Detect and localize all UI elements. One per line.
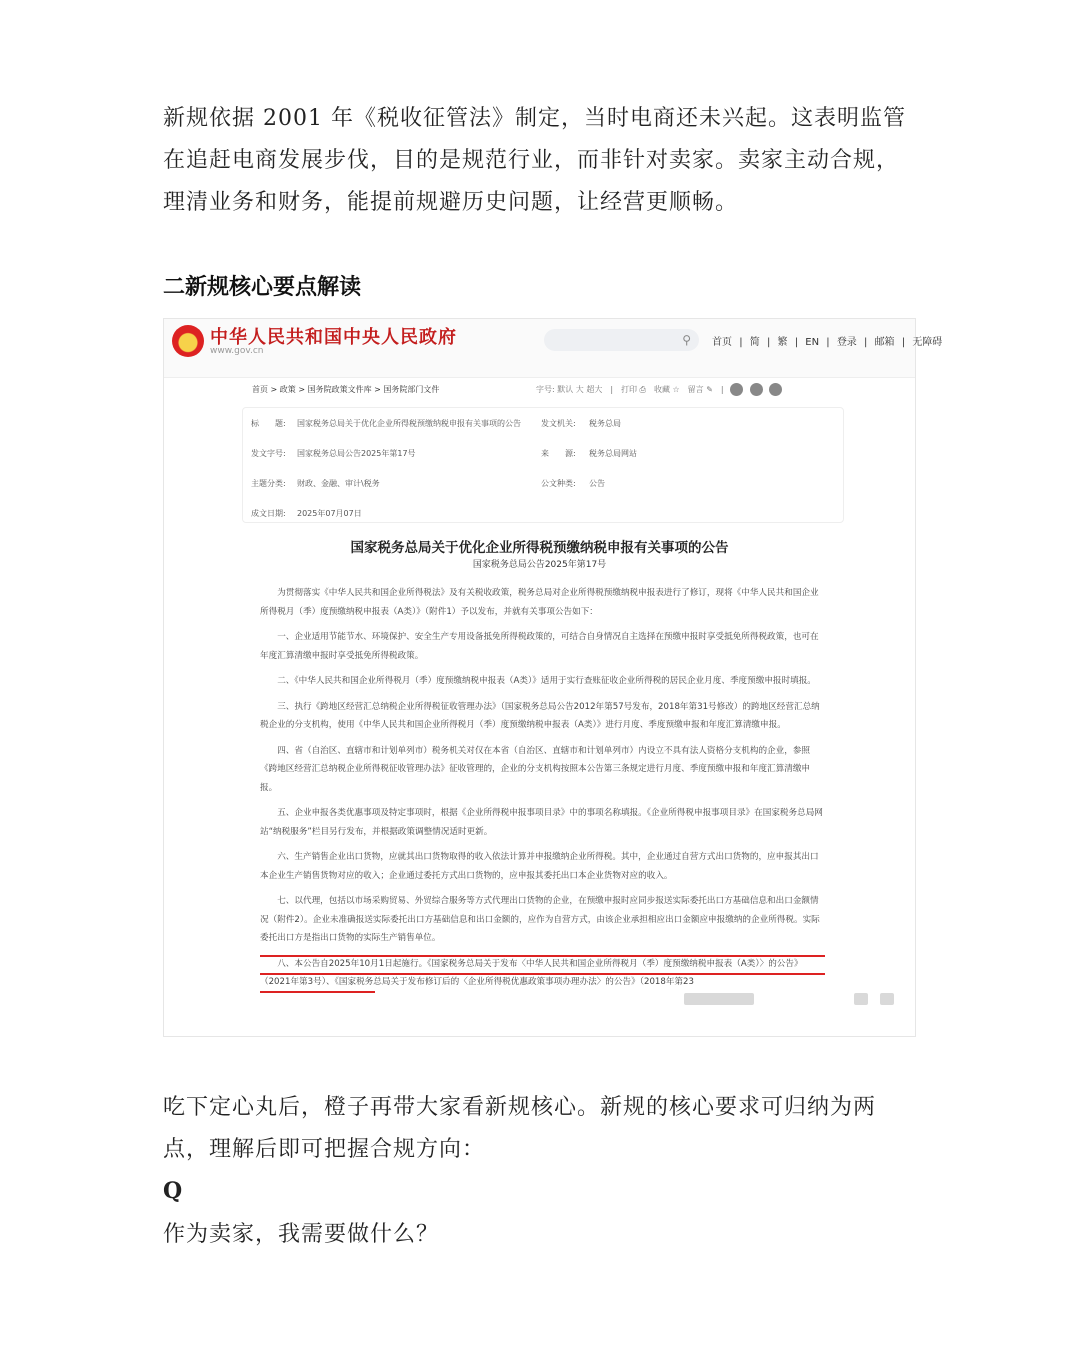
nav-traditional[interactable]: 繁 — [777, 337, 788, 348]
doc-paragraph: 为贯彻落实《中华人民共和国企业所得税法》及有关税收政策，税务总局对企业所得税预缴纳税申报表进行了修订，现将《中华人民共和国企业所得税月（季）度预缴纳税申报表（A类）》（附件1）予以发布，并就有关事项公告如下： — [260, 588, 819, 617]
nav-home[interactable]: 首页 — [712, 337, 732, 348]
nav-simplified[interactable]: 简 — [749, 337, 760, 348]
site-title: 中华人民共和国中央人民政府 — [210, 327, 457, 348]
highlight-underline — [260, 955, 825, 957]
doc-paragraph: 三、执行《跨地区经营汇总纳税企业所得税征收管理办法》（国家税务总局公告2012年第57号发布，2018年第31号修改）的跨地区经营汇总纳税企业的分支机构，使用《中华人民共和国企业所得税月（季）度预缴纳税申报表（A类）》进行月度、季度预缴申报和年度汇算清缴申报。 — [260, 701, 820, 730]
site-url: www.gov.cn — [210, 346, 264, 356]
weibo-share-icon[interactable] — [730, 383, 743, 396]
highlight-underline — [260, 991, 375, 993]
doc-paragraph: 二、《中华人民共和国企业所得税月（季）度预缴纳税申报表（A类）》适用于实行查账征收企业所得税的居民企业月度、季度预缴申报时填报。 — [277, 676, 816, 686]
meta-type-value: 公告 — [589, 479, 605, 488]
search-icon[interactable]: ⚲ — [682, 333, 691, 347]
blurred-region — [684, 993, 754, 1005]
meta-type-label: 公文种类: — [541, 479, 576, 488]
doc-paragraph-highlighted: 七、以代理，包括以市场采购贸易、外贸综合服务等方式代理出口货物的企业，在预缴申报时应同步报送实际委托出口方基础信息和出口金额情况（附件2）。企业未准确报送实际委托出口方基础信息和出口金额的，应作为自营方式，由该企业承担相应出口金额应申报缴纳的企业所得税。实际委托出口方是指出口货物的实际生产销售单位。 — [260, 896, 820, 943]
top-nav: 首页 | 简 | 繁 | EN | 登录 | 邮箱 | 无障碍 — [712, 337, 943, 348]
intro-paragraph: 新规依据 2001 年《税收征管法》制定，当时电商还未兴起。这表明监管在追赶电商发展步伐，目的是规范行业，而非针对卖家。卖家主动合规，理清业务和财务，能提前规避历史问题，让经营更顺畅。 — [163, 106, 906, 215]
doc-paragraph: 六、生产销售企业出口货物，应就其出口货物取得的收入依法计算并申报缴纳企业所得税。其中，企业通过自营方式出口货物的，应申报其出口本企业生产销售货物对应的收入；企业通过委托方式出口货物的，应申报其委托出口本企业货物对应的收入。 — [260, 852, 819, 881]
nav-mail[interactable]: 邮箱 — [874, 337, 895, 348]
document-title: 国家税务总局关于优化企业所得税预缴纳税申报有关事项的公告 — [350, 540, 729, 556]
nav-login[interactable]: 登录 — [836, 337, 857, 348]
search-input[interactable] — [544, 329, 699, 351]
embedded-screenshot — [163, 318, 943, 1037]
doc-paragraph: 一、企业适用节能节水、环境保护、安全生产专用设备抵免所得税政策的，可结合自身情况自主选择在预缴申报时享受抵免所得税政策，也可在年度汇算清缴申报时享受抵免所得税政策。 — [260, 632, 819, 661]
nav-english[interactable]: EN — [805, 337, 820, 348]
meta-title-value: 国家税务总局关于优化企业所得税预缴纳税申报有关事项的公告 — [297, 419, 521, 428]
document-meta-box — [242, 407, 844, 523]
meta-topic-value: 财政、金融、审计\税务 — [297, 479, 380, 488]
doc-paragraph: 五、企业申报各类优惠事项及特定事项时，根据《企业所得税申报事项目录》中的事项名称填报。《企业所得税申报事项目录》在国家税务总局网站“纳税服务”栏目另行发布，并根据政策调整情况适时更新。 — [260, 808, 823, 837]
gov-header — [164, 319, 943, 378]
meta-docno-label: 发文字号: — [251, 449, 286, 458]
doc-paragraph: 八、本公告自2025年10月1日起施行。《国家税务总局关于发布〈中华人民共和国企业所得税月（季）度预缴纳税申报表（A类）〉的公告》（2021年第3号）、《国家税务总局关于发布修订后的〈企业所得税优惠政策事项办理办法〉的公告》（2018年第23 — [260, 958, 803, 987]
meta-date-value: 2025年07月07日 — [297, 509, 362, 518]
meta-title-label: 标 题: — [251, 419, 286, 428]
nav-accessibility[interactable]: 无障碍 — [912, 337, 943, 348]
meta-source-label: 来 源: — [541, 449, 576, 458]
national-emblem-icon — [172, 325, 204, 357]
document-number: 国家税务总局公告2025年第17号 — [472, 560, 607, 570]
meta-docno-value: 国家税务总局公告2025年第17号 — [297, 449, 416, 458]
star-share-icon[interactable] — [769, 383, 782, 396]
doc-paragraph: 四、省（自治区、直辖市和计划单列市）税务机关对仅在本省（自治区、直辖市和计划单列市）内设立不具有法人资格分支机构的企业，参照《跨地区经营汇总纳税企业所得税征收管理办法》征收管理的，企业的分支机构按照本公告第三条规定进行月度、季度预缴申报和年度汇算清缴申报。 — [260, 745, 811, 793]
wechat-share-icon[interactable] — [750, 383, 763, 396]
breadcrumb[interactable]: 首页 > 政策 > 国务院政策文件库 > 国务院部门文件 — [252, 385, 440, 394]
q-label: Q — [163, 1178, 183, 1204]
highlight-underline — [260, 973, 825, 975]
meta-issuer-label: 发文机关: — [541, 419, 576, 428]
section-heading: 二新规核心要点解读 — [163, 275, 362, 300]
blurred-region — [854, 993, 868, 1005]
tools-text[interactable]: 字号: 默认 大 超大 | 打印 ⎙ 收藏 ☆ 留言 ✎ | — [536, 385, 724, 394]
blurred-region — [880, 993, 894, 1005]
after-paragraph: 吃下定心丸后，橙子再带大家看新规核心。新规的核心要求可归纳为两点，理解后即可把握合规方向： — [163, 1095, 877, 1162]
document-body — [260, 584, 825, 999]
meta-issuer-value: 税务总局 — [589, 419, 621, 428]
meta-date-label: 成文日期: — [251, 509, 286, 518]
meta-source-value: 税务总局网站 — [589, 449, 637, 458]
question-text: 作为卖家，我需要做什么？ — [163, 1222, 440, 1247]
meta-topic-label: 主题分类: — [251, 479, 286, 488]
page-tools — [536, 383, 782, 396]
